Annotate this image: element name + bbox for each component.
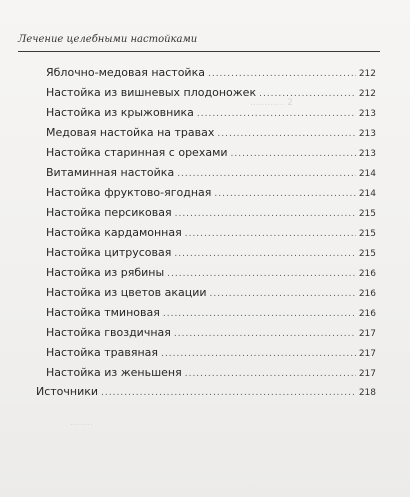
toc-entry-page: 217 — [358, 329, 376, 339]
toc-entry-label: Настойка старинная с орехами — [46, 146, 228, 159]
toc-entry — [46, 286, 376, 301]
header-rule — [18, 51, 380, 52]
dot-leader — [167, 267, 356, 281]
toc-entry-page: 218 — [358, 388, 376, 398]
toc-entry-page: 212 — [358, 89, 376, 99]
toc-entry-page: 214 — [358, 169, 376, 179]
toc-entry-page: 217 — [358, 369, 376, 379]
dot-leader — [259, 87, 356, 101]
toc-entry-page: 216 — [358, 269, 376, 279]
toc-entry-label: Настойка из женьшеня — [46, 366, 182, 379]
toc-entry-label: Настойка гвоздичная — [46, 326, 171, 339]
toc-entry-label: Источники — [36, 385, 99, 398]
toc-entry — [46, 66, 376, 81]
dot-leader — [208, 67, 356, 81]
dot-leader — [175, 207, 356, 221]
toc-entry-label: Настойка из рябины — [46, 266, 165, 279]
dot-leader — [231, 147, 356, 161]
toc-entry-label: Настойка цитрусовая — [46, 246, 172, 259]
toc-entry-label: Настойка персиковая — [46, 206, 172, 219]
toc-entry — [46, 146, 376, 161]
toc-entry — [46, 266, 376, 281]
dot-leader — [101, 386, 356, 400]
bleed-through-text: ............ 2 — [250, 98, 293, 108]
toc-entry-page: 215 — [358, 229, 376, 239]
dot-leader — [163, 307, 356, 321]
dot-leader — [214, 187, 355, 201]
toc-entry-page: 213 — [358, 129, 376, 139]
toc-entry-page: 212 — [358, 69, 376, 79]
toc-entry — [46, 226, 376, 241]
dot-leader — [177, 167, 356, 181]
toc-entry — [46, 86, 376, 101]
dot-leader — [217, 127, 355, 141]
toc-entry — [46, 306, 376, 321]
toc-entry-label: Настойка кардамонная — [46, 226, 182, 239]
toc-entry — [46, 126, 376, 141]
running-title: Лечение целебными настойками — [18, 34, 198, 45]
toc-entry-label: Настойка травяная — [46, 346, 159, 359]
toc-entry — [46, 326, 376, 341]
toc-entry-label: Настойка фруктово-ягодная — [46, 186, 212, 199]
toc-entry — [46, 346, 376, 361]
toc-entry-label: Настойка тминовая — [46, 306, 160, 319]
dot-leader — [185, 227, 356, 241]
toc-entry — [46, 366, 376, 381]
toc-entry-label: Настойка из цветов акации — [46, 286, 207, 299]
toc-entry-label: Настойка из вишневых плодоножек — [46, 86, 257, 99]
toc-entry-page: 213 — [358, 149, 376, 159]
toc-entry — [46, 206, 376, 221]
toc-entry-page: 213 — [358, 109, 376, 119]
dot-leader — [185, 367, 356, 381]
toc-entry-page: 215 — [358, 249, 376, 259]
dot-leader — [197, 107, 356, 121]
toc-entry-label: Медовая настойка на травах — [46, 126, 215, 139]
dot-leader — [174, 247, 355, 261]
dot-leader — [174, 327, 356, 341]
toc-entry — [46, 246, 376, 261]
toc-entry — [46, 106, 376, 121]
bleed-through-text: ........ — [70, 418, 93, 428]
toc-entry — [46, 186, 376, 201]
toc-entry-page: 214 — [358, 189, 376, 199]
toc-entry-page: 216 — [358, 309, 376, 319]
toc-entry-page: 215 — [358, 209, 376, 219]
toc-entry-page: 217 — [358, 349, 376, 359]
dot-leader — [161, 347, 356, 361]
dot-leader — [210, 287, 356, 301]
toc-entry-label: Витаминная настойка — [46, 166, 175, 179]
toc-entry-label: Яблочно-медовая настойка — [46, 66, 205, 79]
toc-entry-label: Настойка из крыжовника — [46, 106, 194, 119]
toc-entry-page: 216 — [358, 289, 376, 299]
toc-entry — [46, 166, 376, 181]
toc-entry-sources — [36, 385, 376, 400]
